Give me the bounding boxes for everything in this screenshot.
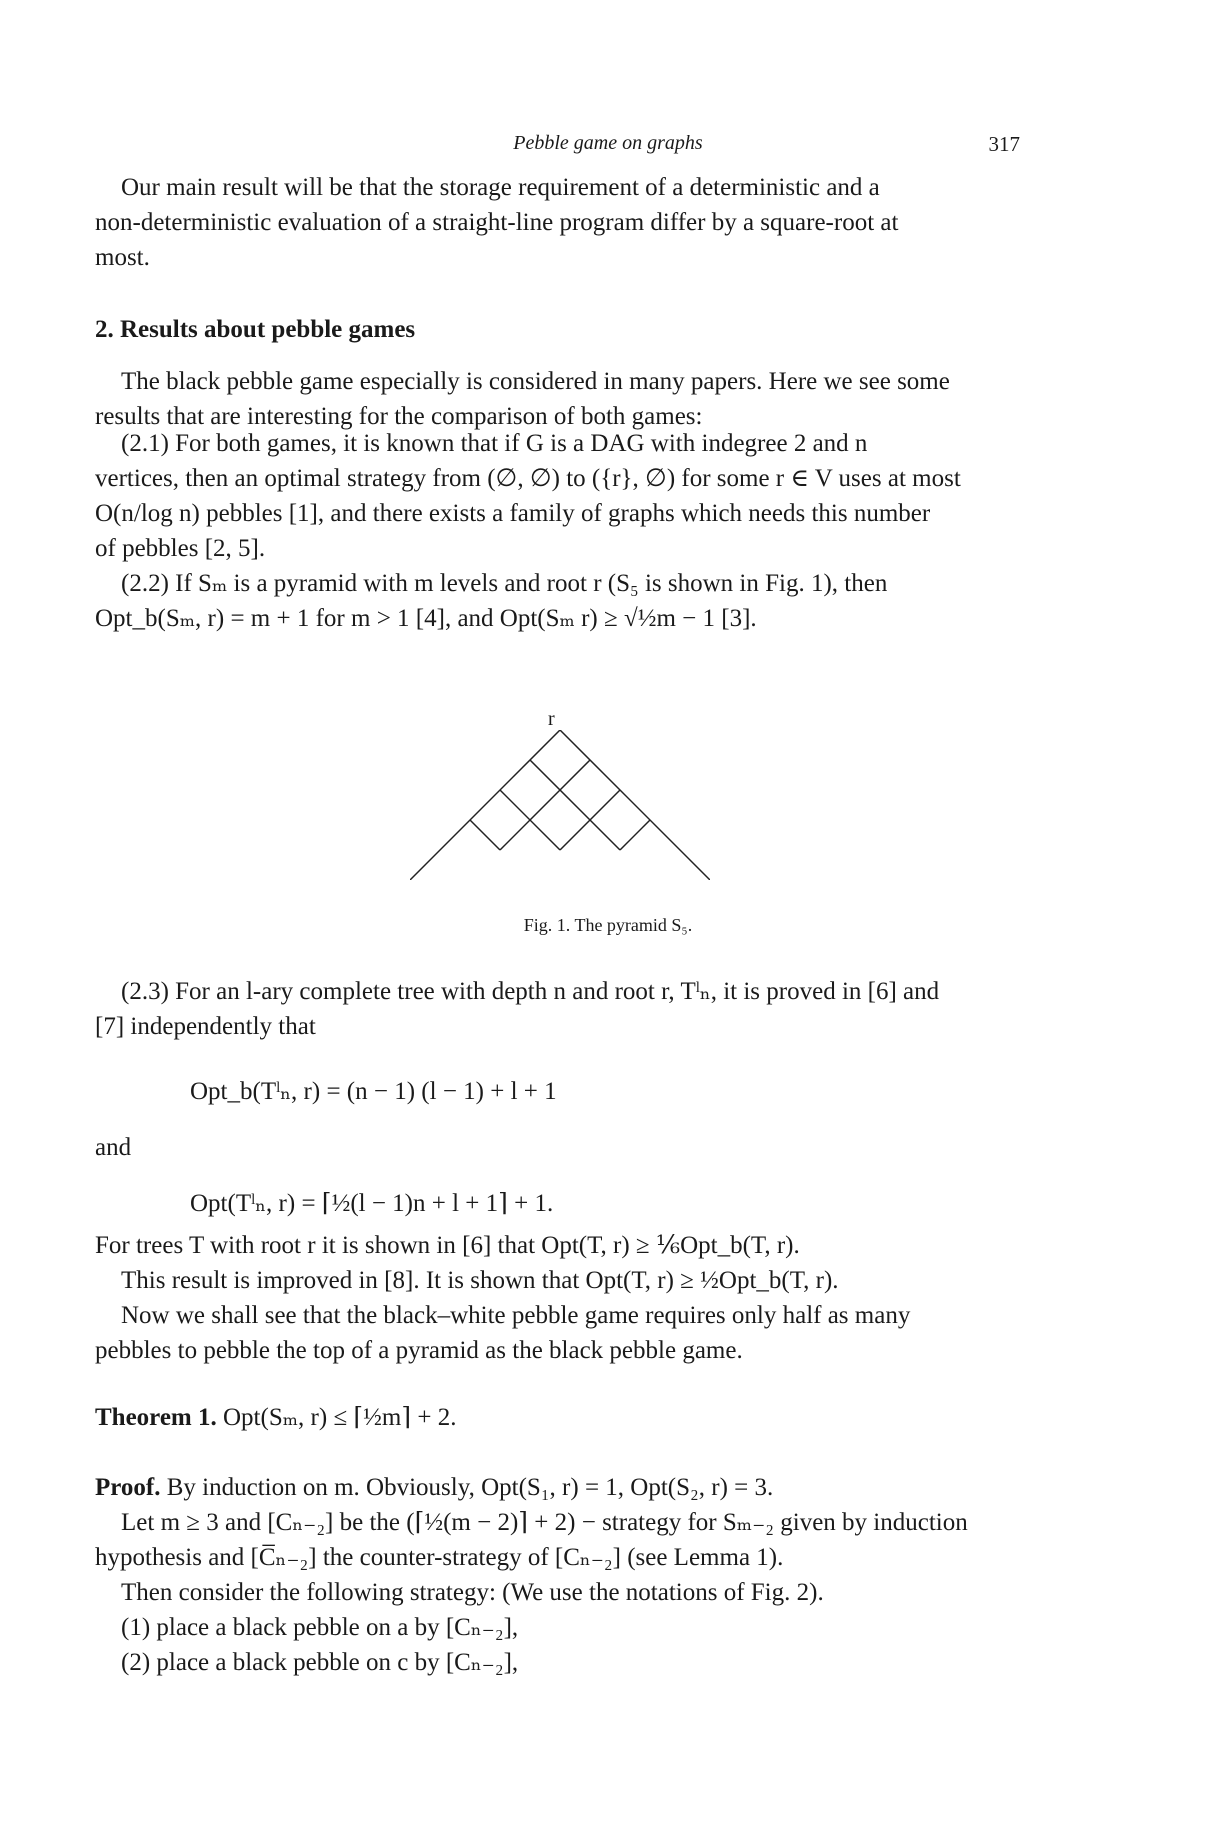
item-2-1	[95, 426, 1015, 566]
proof-step: (1) place a black pebble on a by [Cₙ₋₂],	[121, 1614, 519, 1641]
paragraph-line: Let m ≥ 3 and [Cₙ₋₂] be the (⌈½(m − 2)⌉ + 2) − strategy for Sₘ₋₂ given by induction	[121, 1509, 968, 1536]
paragraph-line: Opt_b(Sₘ, r) = m + 1 for m > 1 [4], and Opt(Sₘ r) ≥ √½m − 1 [3].	[95, 605, 757, 632]
paragraph-line: results that are interesting for the comparison of both games:	[95, 403, 703, 430]
section-heading: 2. Results about pebble games	[95, 316, 416, 343]
running-title: Pebble game on graphs	[513, 132, 703, 154]
theorem-1	[95, 1400, 1015, 1435]
and-word: and	[95, 1134, 132, 1161]
paragraph-line: (2.1) For both games, it is known that if G is a DAG with indegree 2 and n	[121, 430, 868, 457]
trees-paragraph	[95, 1228, 1015, 1368]
pyramid-inner-edge	[530, 760, 620, 850]
pyramid-inner-edge	[500, 760, 590, 850]
pyramid-root-label: r	[548, 708, 555, 730]
paragraph-line: hypothesis and [C̅ₙ₋₂] the counter-strategy of [Cₙ₋₂] (see Lemma 1).	[95, 1544, 784, 1571]
formula-opt-b: Opt_b(Tˡₙ, r) = (n − 1) (l − 1) + l + 1	[190, 1078, 557, 1105]
intro-line: most.	[95, 244, 150, 271]
intro-line: Our main result will be that the storage requirement of a deterministic and a	[121, 174, 880, 201]
proof-step: (2) place a black pebble on c by [Cₙ₋₂],	[121, 1649, 519, 1676]
proof	[95, 1470, 1015, 1680]
item-2-2	[95, 566, 1015, 636]
paragraph-line: For trees T with root r it is shown in [6] that Opt(T, r) ≥ ⅙Opt_b(T, r).	[95, 1232, 800, 1259]
intro-paragraph	[95, 170, 1015, 275]
formula-opt: Opt(Tˡₙ, r) = ⌈½(l − 1)n + l + 1⌉ + 1.	[190, 1190, 554, 1217]
paragraph-line: pebbles to pebble the top of a pyramid as the black pebble game.	[95, 1337, 743, 1364]
figure-caption: Fig. 1. The pyramid S₅.	[523, 915, 693, 935]
theorem-label: Theorem 1.	[95, 1404, 217, 1431]
paragraph-line: O(n/log n) pebbles [1], and there exists a family of graphs which needs this number	[95, 500, 931, 527]
pyramid-inner-edge	[620, 820, 650, 850]
theorem-statement: Opt(Sₘ, r) ≤ ⌈½m⌉ + 2.	[223, 1404, 457, 1431]
page-number: 317	[988, 132, 1020, 156]
paragraph-line: The black pebble game especially is considered in many papers. Here we see some	[121, 368, 950, 395]
paragraph-line: Then consider the following strategy: (We use the notations of Fig. 2).	[121, 1579, 824, 1606]
proof-first-line	[95, 1470, 1015, 1505]
pyramid-figure	[410, 730, 710, 880]
item-2-3	[95, 974, 1015, 1044]
paragraph-line: (2.3) For an l-ary complete tree with depth n and root r, Tˡₙ, it is proved in [6] and	[121, 978, 940, 1005]
paragraph-line: of pebbles [2, 5].	[95, 535, 266, 562]
results-paragraph	[95, 364, 1015, 434]
paragraph-line: vertices, then an optimal strategy from (∅, ∅) to ({r}, ∅) for some r ∈ V uses at most	[95, 465, 961, 492]
proof-label: Proof.	[95, 1474, 161, 1501]
pyramid-right-edge	[560, 730, 710, 880]
paragraph-line: (2.2) If Sₘ is a pyramid with m levels and root r (S₅ is shown in Fig. 1), then	[121, 570, 888, 597]
paragraph-line: Now we shall see that the black–white pebble game requires only half as many	[121, 1302, 911, 1329]
paragraph-line: This result is improved in [8]. It is shown that Opt(T, r) ≥ ½Opt_b(T, r).	[121, 1267, 839, 1294]
intro-line: non-deterministic evaluation of a straight-line program differ by a square-root at	[95, 209, 899, 236]
paragraph-line: [7] independently that	[95, 1013, 316, 1040]
paragraph-line: By induction on m. Obviously, Opt(S₁, r) = 1, Opt(S₂, r) = 3.	[166, 1474, 774, 1501]
pyramid-left-edge	[410, 730, 560, 880]
pyramid-inner-edge	[470, 820, 500, 850]
